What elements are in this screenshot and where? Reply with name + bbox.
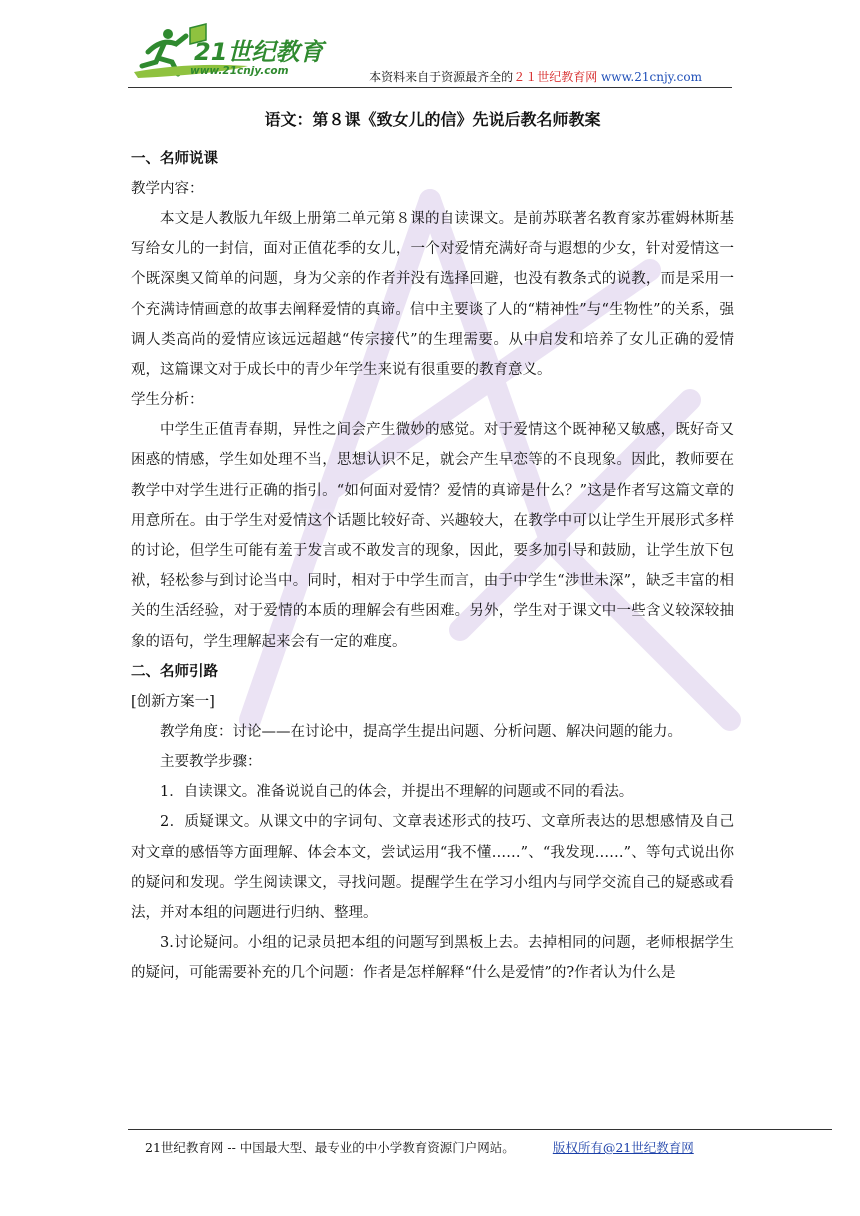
logo-url-text: www.21cnjy.com bbox=[190, 65, 289, 77]
student-analysis-label: 学生分析： bbox=[131, 392, 204, 409]
header-note-prefix: 本资料来自于资源最齐全的 bbox=[369, 70, 514, 84]
page-header bbox=[128, 20, 732, 86]
section-heading-teacher-talk: 一、名师说课 bbox=[131, 151, 218, 167]
footer-copyright-link[interactable]: 版权所有@21世纪教育网 bbox=[552, 1140, 694, 1155]
teaching-content-label: 教学内容： bbox=[131, 181, 204, 197]
teaching-content-paragraph: 本文是人教版九年级上册第二单元第８课的自读课文。是前苏联著名教育家苏霍姆林斯基写给女儿的一封信，面对正值花季的女儿，一个对爱情充满好奇与遐想的少女，针对爱情这一个既深奥又简单的问题，身为父亲的作者并没有选择回避，也没有教条式的说教，而是采用一个充满诗情画意的故事去阐释爱情的真谛。信中主要谈了人的“精神性”与“生物性”的关系，强调人类高尚的爱情应该远远超越“传宗接代”的生理需要。从中启发和培养了女儿正确的爱情观，这篇课文对于成长中的青少年学生来说有很重要的教育意义。 bbox=[131, 211, 734, 379]
footer-divider bbox=[128, 1129, 832, 1130]
step-item: 2．质疑课文。从课文中的字词句、文章表述形式的技巧、文章所表达的思想感情及自己对文章的感悟等方面理解、体会本文，尝试运用“我不懂……”、“我发现……”、等句式说出你的疑问和发现。学生阅读课文，寻找问题。提醒学生在学习小组内与同学交流自己的疑惑或看法，并对本组的问题进行归纳、整理。 bbox=[131, 814, 734, 922]
21cnjy-logo bbox=[128, 22, 338, 82]
student-analysis-paragraph: 中学生正值青春期，异性之间会产生微妙的感觉。对于爱情这个既神秘又敏感，既好奇又困惑的情感，学生如处理不当，思想认识不足，就会产生早恋等的不良现象。因此，教师要在教学中对学生进行正确的指引。“如何面对爱情？爱情的真谛是什么？”这是作者写这篇文章的用意所在。由于学生对爱情这个话题比较好奇、兴趣较大，在教学中可以让学生开展形式多样的讨论，但学生可能有羞于发言或不敢发言的现象，因此，要多加引导和鼓励，让学生放下包袱，轻松参与到讨论当中。同时，相对于中学生而言，由于中学生“涉世未深”，缺乏丰富的相关的生活经验，对于爱情的本质的理解会有些困难。另外，学生对于课文中一些含义较深较抽象的语句，学生理解起来会有一定的难度。 bbox=[131, 422, 734, 650]
footer-left-text: 21世纪教育网 -- 中国最大型、最专业的中小学教育资源门户网站。 bbox=[145, 1140, 515, 1155]
header-note-brand[interactable]: ２１世纪教育网 bbox=[513, 70, 598, 84]
section-heading-teacher-guide: 二、名师引路 bbox=[131, 663, 218, 680]
teaching-angle-paragraph: 教学角度：讨论——在讨论中，提高学生提出问题、分析问题、解决问题的能力。 bbox=[160, 723, 682, 740]
plan-label: [创新方案一] bbox=[131, 693, 215, 710]
header-note-url[interactable]: www.21cnjy.com bbox=[601, 70, 702, 84]
document-title: 语文：第８课《致女儿的信》先说后教名师教案 bbox=[264, 110, 601, 129]
logo-text: 21世纪教育 bbox=[194, 38, 324, 66]
header-note bbox=[369, 68, 702, 85]
step-item: 3.讨论疑问。小组的记录员把本组的问题写到黑板上去。去掉相同的问题，老师根据学生的疑问，可能需要补充的几个问题：作者是怎样解释“什么是爱情”的?作者认为什么是 bbox=[131, 935, 734, 982]
page-footer bbox=[145, 1138, 694, 1156]
header-divider bbox=[128, 87, 732, 88]
document-body bbox=[131, 108, 734, 989]
steps-label: 主要教学步骤： bbox=[160, 754, 262, 771]
step-item: 1．自读课文。准备说说自己的体会，并提出不理解的问题或不同的看法。 bbox=[160, 784, 634, 801]
